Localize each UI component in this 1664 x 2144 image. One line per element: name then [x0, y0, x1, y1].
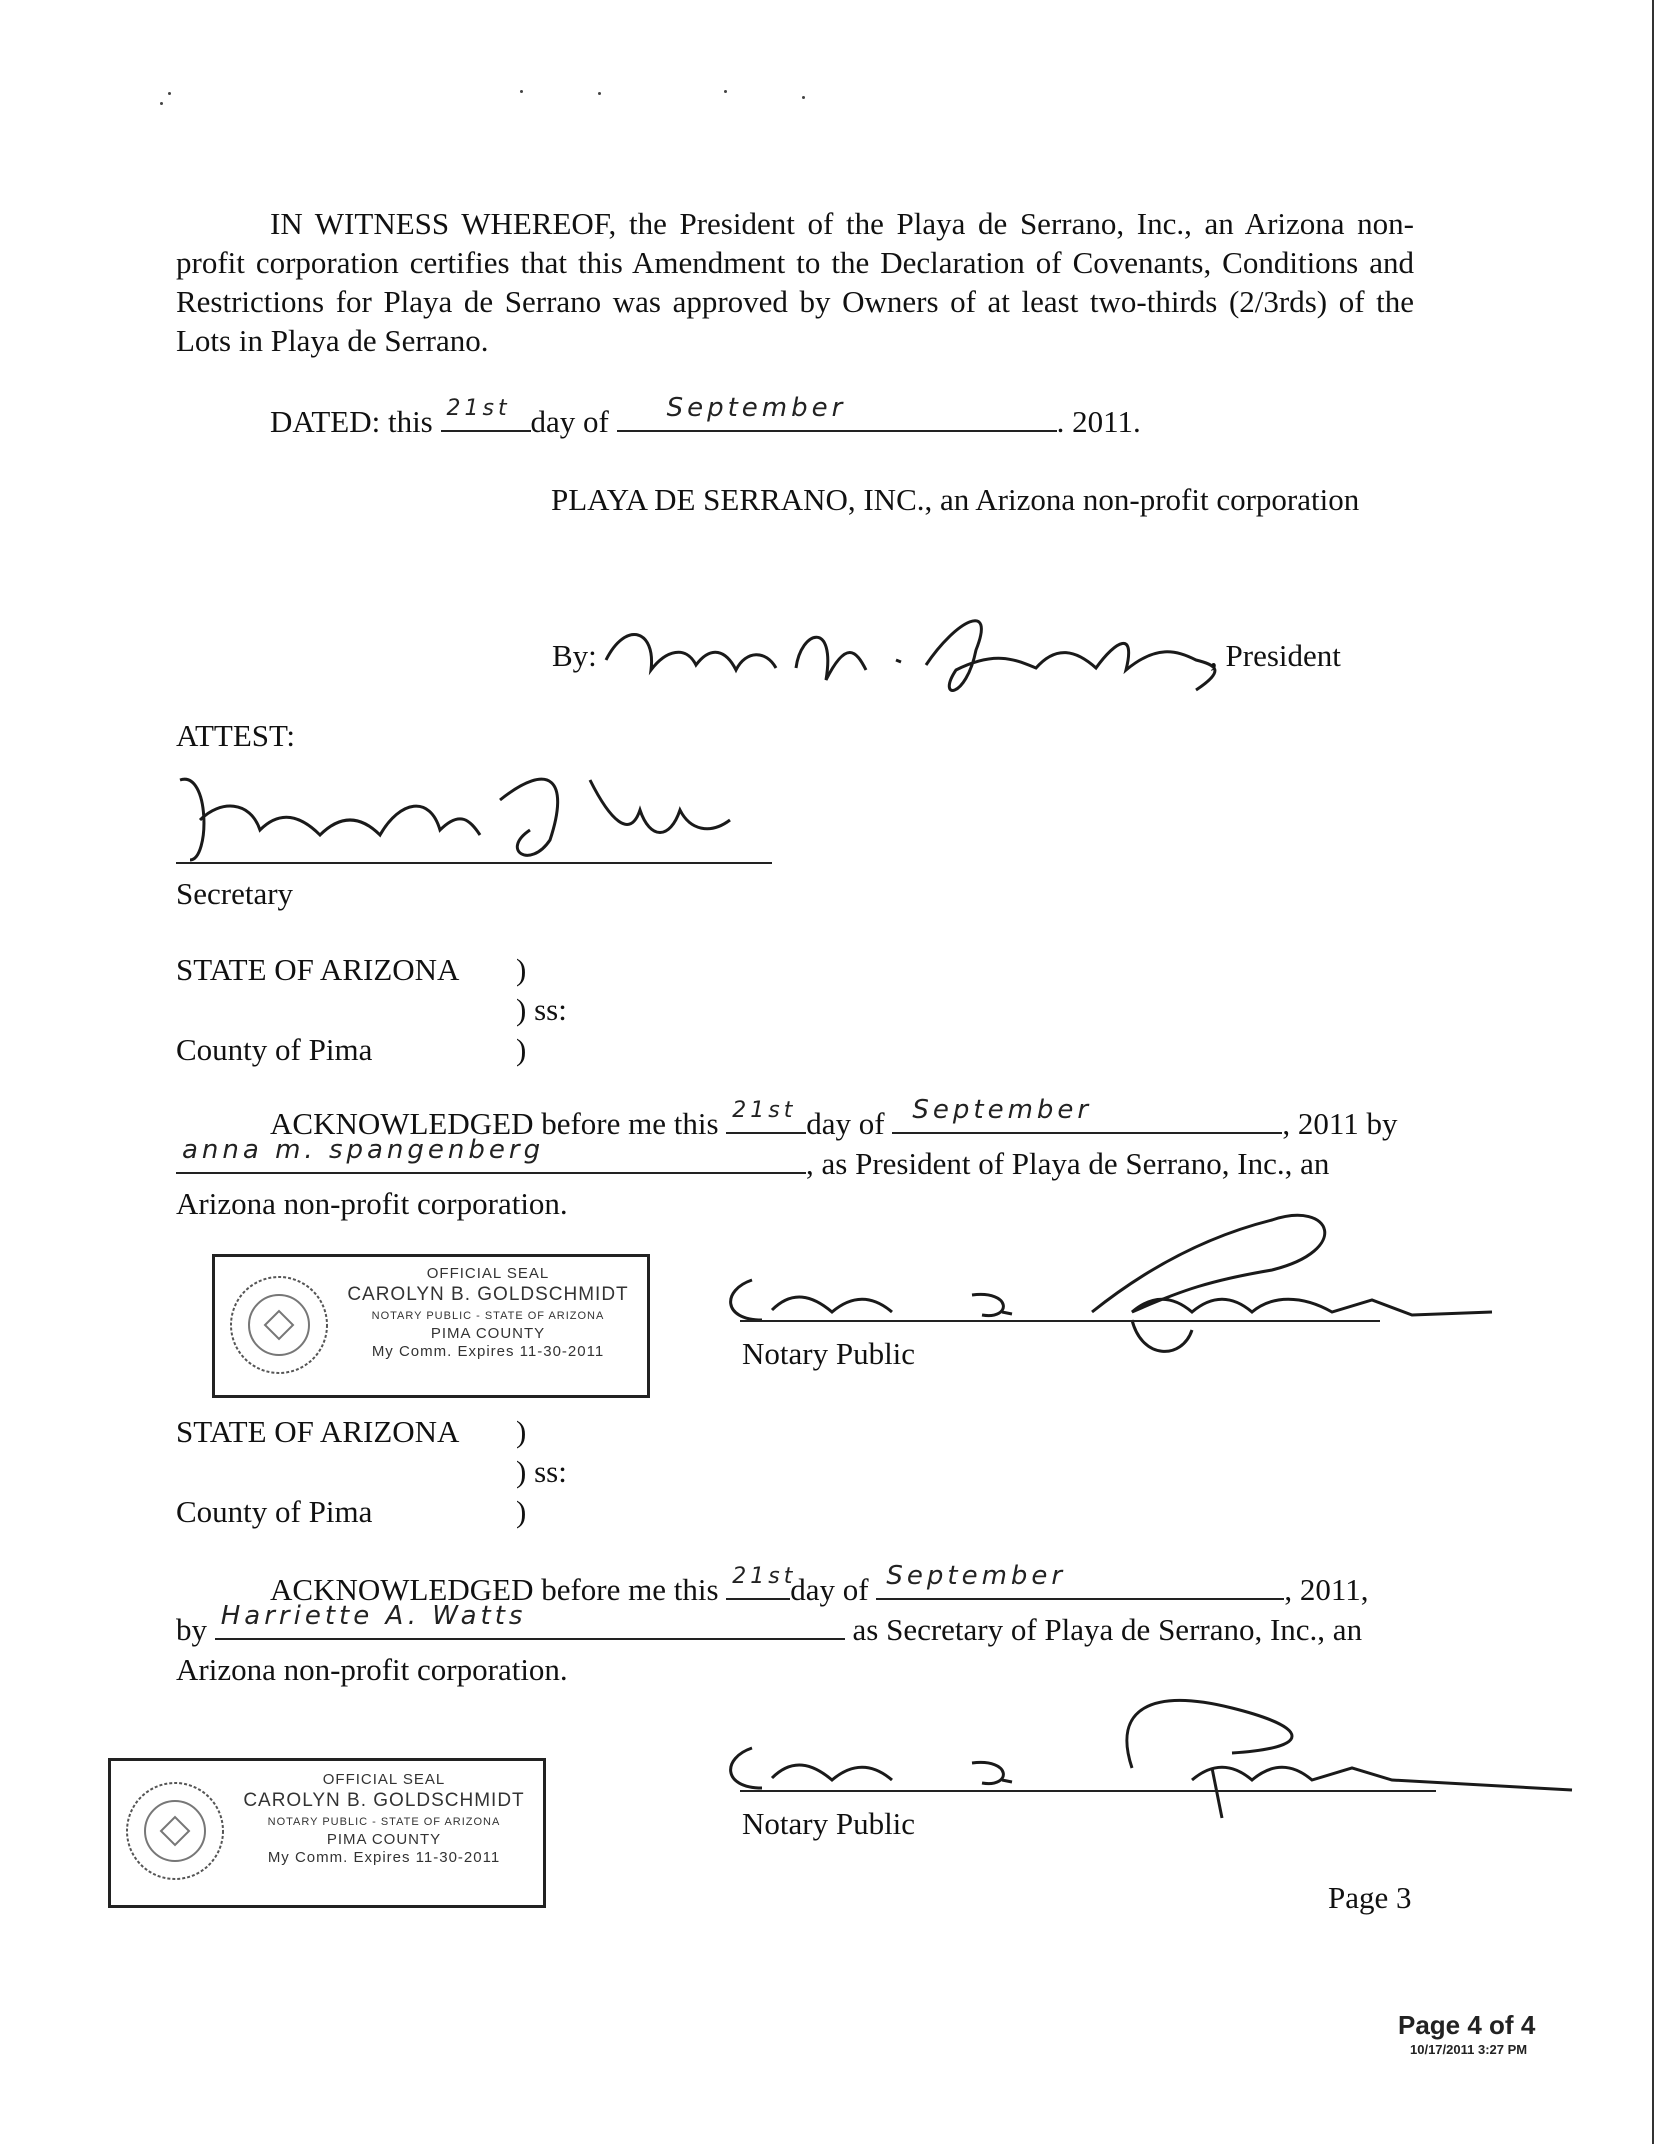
page-number: Page 3 [1328, 1880, 1412, 1915]
ack2-county: County of Pima [176, 1494, 373, 1529]
ack2-prefix: ACKNOWLEDGED before me this [270, 1572, 719, 1607]
dated-day-field [441, 396, 531, 432]
ack2-day-field [726, 1564, 797, 1600]
ack2-state: STATE OF ARIZONA [176, 1414, 460, 1449]
scan-speck [802, 96, 805, 99]
ack1-paren-2: ) [516, 1032, 527, 1067]
ack2-paren-2: ) [516, 1494, 527, 1529]
ack1-name-field [176, 1135, 806, 1174]
ack1-county: County of Pima [176, 1032, 373, 1067]
seal-line-3: NOTARY PUBLIC - STATE OF ARIZONA [371, 1310, 605, 1322]
ack1-month-handwriting: September [912, 1095, 1093, 1125]
seal-line-4: PIMA COUNTY [326, 1831, 442, 1848]
ack1-day-handwriting: 21st [732, 1098, 797, 1123]
witness-paragraph: IN WITNESS WHEREOF, the President of the Playa de Serrano, Inc., an Arizona non-profit corporation certifies that this Amendment to the Declaration of Covenants, Conditions and Restrictions for Playa de Serrano was approved by Owners of at least two-thirds (2/3rds) of the Lots in Playa de Serrano. [176, 206, 1414, 358]
secretary-signature-line [176, 862, 772, 864]
scan-speck [724, 90, 727, 93]
fax-page-count: Page 4 of 4 [1398, 2010, 1536, 2040]
ack1-after-name: , as President of Playa de Serrano, Inc., an [806, 1146, 1330, 1181]
seal-line-5: My Comm. Expires 11-30-2011 [371, 1343, 605, 1360]
attest-label: ATTEST: [176, 718, 296, 753]
ack1-last-line: Arizona non-profit corporation. [176, 1186, 568, 1221]
fax-timestamp: 10/17/2011 3:27 PM [1410, 2042, 1528, 2057]
dated-line [270, 393, 1141, 441]
ack2-name-field [215, 1601, 845, 1640]
scan-speck [168, 92, 171, 95]
seal-line-4: PIMA COUNTY [430, 1325, 546, 1342]
ack2-name-handwriting: Harriette A. Watts [220, 1601, 527, 1631]
ack2-paren-1: ) [516, 1414, 527, 1449]
dated-prefix: DATED: this [270, 404, 433, 439]
notary-signature-line-2 [740, 1790, 1436, 1792]
ack1-paren-1: ) [516, 952, 527, 987]
seal-line-5: My Comm. Expires 11-30-2011 [267, 1849, 501, 1866]
dated-month-handwriting: September [666, 393, 847, 423]
notary-seal-emblem [225, 1271, 333, 1379]
seal-line-3: NOTARY PUBLIC - STATE OF ARIZONA [267, 1816, 501, 1828]
president-title: , President [1210, 638, 1341, 673]
ack2-after-name: as Secretary of Playa de Serrano, Inc., an [852, 1612, 1363, 1647]
dated-mid: day of [530, 404, 609, 439]
notary-seal-1 [212, 1254, 650, 1398]
ack1-state: STATE OF ARIZONA [176, 952, 460, 987]
ack1-ss: ) ss: [516, 992, 567, 1027]
notary-label-2: Notary Public [742, 1806, 916, 1841]
ack2-line2 [176, 1601, 1363, 1649]
scan-speck [598, 92, 601, 95]
ack1-line2 [176, 1135, 1330, 1183]
president-by-label: By: [552, 638, 597, 673]
ack2-month-field [876, 1561, 1284, 1600]
ack2-year: , 2011, [1284, 1572, 1369, 1607]
scan-speck [160, 102, 163, 105]
ack1-day-field [726, 1098, 806, 1134]
seal-line-1: OFFICIAL SEAL [426, 1265, 550, 1282]
secretary-title: Secretary [176, 876, 294, 911]
ack2-by: by [176, 1612, 207, 1647]
notary-label-1: Notary Public [742, 1336, 916, 1371]
notary-signature-line-1 [740, 1320, 1380, 1322]
ack2-day-handwriting: 21st [732, 1564, 797, 1589]
notary-seal-emblem [121, 1777, 229, 1885]
scan-edge-line [1652, 0, 1654, 2144]
dated-suffix: . 2011. [1056, 404, 1141, 439]
ack1-prefix: ACKNOWLEDGED before me this [270, 1106, 719, 1141]
dated-month-field [617, 393, 1057, 432]
scan-speck [520, 90, 523, 93]
ack1-name-handwriting: anna m. spangenberg [182, 1135, 545, 1165]
ack2-mid: day of [790, 1572, 869, 1607]
notary-seal-2 [108, 1758, 546, 1908]
corporation-name: PLAYA DE SERRANO, INC., an Arizona non-profit corporation [551, 482, 1360, 517]
seal-line-1: OFFICIAL SEAL [322, 1771, 446, 1788]
seal-line-2: CAROLYN B. GOLDSCHMIDT [347, 1284, 629, 1305]
seal-line-2: CAROLYN B. GOLDSCHMIDT [243, 1790, 525, 1811]
ack1-year: , 2011 by [1282, 1106, 1398, 1141]
ack2-ss: ) ss: [516, 1454, 567, 1489]
president-signature [596, 590, 1236, 710]
ack2-last-line: Arizona non-profit corporation. [176, 1652, 568, 1687]
ack1-mid: day of [806, 1106, 885, 1141]
ack1-month-field [892, 1095, 1282, 1134]
dated-day-handwriting: 21st [446, 396, 511, 421]
ack2-month-handwriting: September [886, 1561, 1067, 1591]
